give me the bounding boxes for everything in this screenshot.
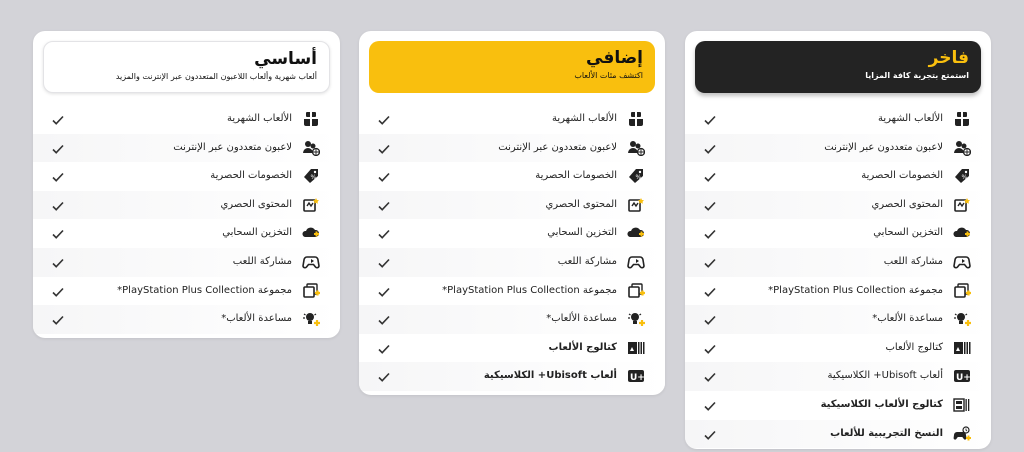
check-icon xyxy=(703,398,717,412)
feature-row xyxy=(685,134,991,163)
gift-gamepad-icon xyxy=(627,111,645,127)
ubisoft-plus-icon xyxy=(953,368,971,384)
collection-icon xyxy=(302,283,320,299)
feature-row xyxy=(33,277,340,306)
check-icon xyxy=(703,198,717,212)
feature-row xyxy=(685,334,991,363)
game-catalog-icon xyxy=(953,340,971,356)
feature-label: لاعبون متعددون عبر الإنترنت xyxy=(173,141,292,153)
feature-label: مشاركة اللعب xyxy=(232,255,292,267)
check-icon xyxy=(703,427,717,441)
ubisoft-plus-icon xyxy=(627,368,645,384)
feature-label: التخزين السحابي xyxy=(873,227,943,239)
gift-gamepad-icon xyxy=(953,111,971,127)
check-icon xyxy=(51,112,65,126)
plan-title: إضافي xyxy=(586,48,643,68)
check-icon xyxy=(377,255,391,269)
feature-row xyxy=(359,277,665,306)
feature-row xyxy=(685,277,991,306)
discount-tag-icon xyxy=(302,168,320,184)
feature-list xyxy=(685,105,991,448)
online-multiplayer-icon xyxy=(953,140,971,156)
feature-label: التخزين السحابي xyxy=(547,227,617,239)
feature-label: لاعبون متعددون عبر الإنترنت xyxy=(824,141,943,153)
check-icon xyxy=(51,141,65,155)
feature-label: الألعاب الشهرية xyxy=(551,113,617,124)
feature-row xyxy=(685,420,991,449)
feature-label: مساعدة الألعاب* xyxy=(546,313,617,325)
collection-icon xyxy=(953,283,971,299)
check-icon xyxy=(377,369,391,383)
plan-card-premium[interactable] xyxy=(685,31,991,449)
feature-label: المحتوى الحصري xyxy=(871,198,943,210)
check-icon xyxy=(51,284,65,298)
feature-row xyxy=(685,248,991,277)
share-play-icon xyxy=(953,254,971,270)
feature-label: كتالوج الألعاب الكلاسيكية xyxy=(820,398,943,410)
check-icon xyxy=(51,198,65,212)
online-multiplayer-icon xyxy=(302,140,320,156)
game-trials-icon xyxy=(953,426,971,442)
feature-label: النسخ التجريبية للألعاب xyxy=(830,427,943,439)
check-icon xyxy=(703,112,717,126)
game-help-icon xyxy=(302,311,320,327)
plan-header-extra xyxy=(369,41,655,93)
check-icon xyxy=(703,312,717,326)
feature-label: المحتوى الحصري xyxy=(220,198,292,210)
feature-label: مجموعة PlayStation Plus Collection* xyxy=(117,284,292,296)
check-icon xyxy=(703,169,717,183)
feature-row xyxy=(359,362,665,391)
exclusive-content-icon xyxy=(627,197,645,213)
cloud-storage-icon xyxy=(627,225,645,241)
feature-label: الخصومات الحصرية xyxy=(861,170,943,182)
feature-label: مساعدة الألعاب* xyxy=(221,313,292,325)
exclusive-content-icon xyxy=(302,197,320,213)
cloud-storage-icon xyxy=(953,225,971,241)
share-play-icon xyxy=(302,254,320,270)
discount-tag-icon xyxy=(627,168,645,184)
feature-row xyxy=(33,105,340,134)
feature-row xyxy=(359,305,665,334)
feature-label: لاعبون متعددون عبر الإنترنت xyxy=(498,141,617,153)
check-icon xyxy=(703,284,717,298)
feature-label: الخصومات الحصرية xyxy=(210,170,292,182)
svg-text:%: % xyxy=(961,174,968,182)
check-icon xyxy=(703,141,717,155)
check-icon xyxy=(51,255,65,269)
feature-row xyxy=(685,219,991,248)
feature-row xyxy=(33,219,340,248)
feature-row xyxy=(685,162,991,191)
game-catalog-icon xyxy=(627,340,645,356)
feature-label: مجموعة PlayStation Plus Collection* xyxy=(768,284,943,296)
plan-header-basic xyxy=(43,41,330,93)
check-icon xyxy=(377,312,391,326)
plan-subtitle: اكتشف مئات الألعاب xyxy=(574,71,643,80)
feature-row xyxy=(33,191,340,220)
feature-list xyxy=(33,105,340,334)
check-icon xyxy=(377,341,391,355)
check-icon xyxy=(51,226,65,240)
feature-row xyxy=(685,391,991,420)
feature-label: مجموعة PlayStation Plus Collection* xyxy=(442,284,617,296)
game-help-icon xyxy=(953,311,971,327)
feature-label: المحتوى الحصري xyxy=(545,198,617,210)
feature-row xyxy=(359,162,665,191)
feature-label: التخزين السحابي xyxy=(222,227,292,239)
feature-row xyxy=(359,248,665,277)
check-icon xyxy=(703,255,717,269)
feature-row xyxy=(685,105,991,134)
plan-subtitle: استمتع بتجربة كافة المزايا xyxy=(865,71,969,80)
check-icon xyxy=(703,369,717,383)
feature-label: ألعاب Ubisoft+ الكلاسيكية xyxy=(483,370,617,382)
game-help-icon xyxy=(627,311,645,327)
feature-row xyxy=(33,305,340,334)
plan-card-basic[interactable] xyxy=(33,31,340,338)
feature-label: الألعاب الشهرية xyxy=(226,113,292,124)
check-icon xyxy=(51,312,65,326)
feature-row xyxy=(359,105,665,134)
plan-subtitle: ألعاب شهرية وألعاب اللاعبون المتعددون عبر الإنترنت والمزيد xyxy=(115,72,317,81)
check-icon xyxy=(377,112,391,126)
feature-row xyxy=(685,191,991,220)
feature-label: كتالوج الألعاب xyxy=(885,341,943,353)
feature-label: مشاركة اللعب xyxy=(557,255,617,267)
feature-row xyxy=(33,162,340,191)
online-multiplayer-icon xyxy=(627,140,645,156)
share-play-icon xyxy=(627,254,645,270)
feature-label: ألعاب Ubisoft+ الكلاسيكية xyxy=(827,370,943,382)
feature-row xyxy=(359,219,665,248)
collection-icon xyxy=(627,283,645,299)
svg-text:U+: U+ xyxy=(956,373,971,384)
feature-label: مشاركة اللعب xyxy=(883,255,943,267)
check-icon xyxy=(377,284,391,298)
check-icon xyxy=(377,169,391,183)
feature-row xyxy=(33,134,340,163)
plan-card-extra[interactable] xyxy=(359,31,665,395)
check-icon xyxy=(377,226,391,240)
plan-header-premium xyxy=(695,41,981,93)
feature-label: مساعدة الألعاب* xyxy=(872,313,943,325)
check-icon xyxy=(703,341,717,355)
feature-row xyxy=(359,191,665,220)
exclusive-content-icon xyxy=(953,197,971,213)
feature-label: الخصومات الحصرية xyxy=(535,170,617,182)
svg-text:%: % xyxy=(635,174,642,182)
check-icon xyxy=(377,141,391,155)
feature-row xyxy=(359,334,665,363)
feature-row xyxy=(33,248,340,277)
feature-label: الألعاب الشهرية xyxy=(877,113,943,124)
feature-row xyxy=(359,134,665,163)
svg-text:U+: U+ xyxy=(630,373,645,384)
svg-text:%: % xyxy=(310,174,317,182)
gift-gamepad-icon xyxy=(302,111,320,127)
feature-list xyxy=(359,105,665,391)
plan-title: أساسي xyxy=(254,49,317,69)
classics-catalog-icon xyxy=(953,397,971,413)
plan-title: فاخر xyxy=(928,48,969,68)
feature-row xyxy=(685,362,991,391)
check-icon xyxy=(703,226,717,240)
check-icon xyxy=(377,198,391,212)
feature-row xyxy=(685,305,991,334)
feature-label: كتالوج الألعاب xyxy=(548,341,617,353)
cloud-storage-icon xyxy=(302,225,320,241)
discount-tag-icon xyxy=(953,168,971,184)
check-icon xyxy=(51,169,65,183)
